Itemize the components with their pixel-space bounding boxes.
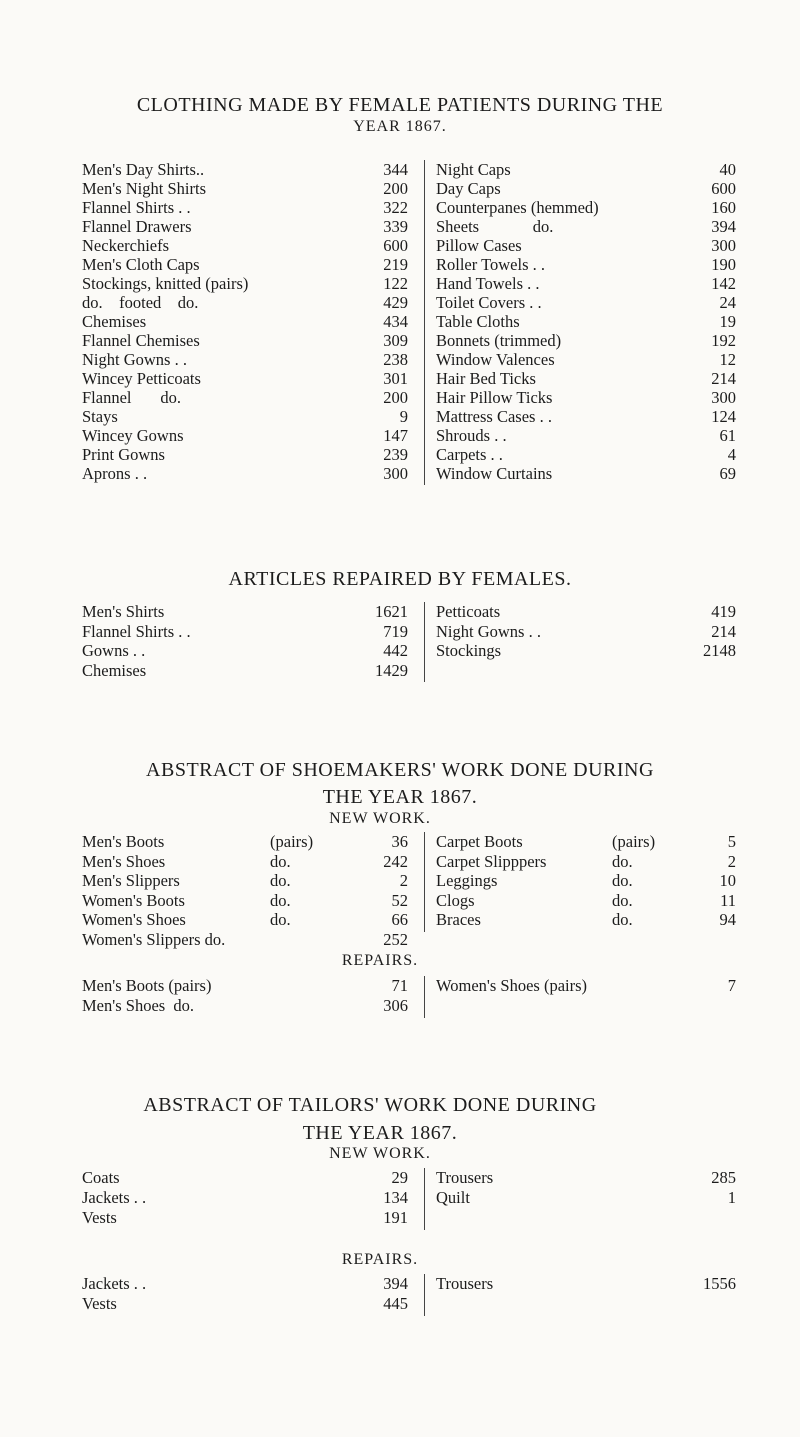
item-label: Flannel do. <box>82 388 181 407</box>
item-label: Hair Pillow Ticks <box>436 388 553 407</box>
item-label: Women's Shoes <box>82 910 186 929</box>
item-label: Flannel Drawers <box>82 217 192 236</box>
item-value: 147 <box>383 426 408 445</box>
item-value: 344 <box>383 160 408 179</box>
list-item <box>436 1168 736 1188</box>
column-divider <box>424 976 425 1018</box>
item-value: 191 <box>383 1208 408 1227</box>
item-value: 239 <box>383 445 408 464</box>
item-value: 242 <box>383 851 408 871</box>
item-value: 214 <box>711 621 736 641</box>
item-value: 122 <box>383 274 408 293</box>
item-label: Roller Towels . . <box>436 255 545 274</box>
item-label: Wincey Gowns <box>82 426 184 445</box>
item-value: 10 <box>719 871 736 890</box>
shoemakers-new-work-label: NEW WORK. <box>329 810 431 827</box>
list-item <box>436 445 736 464</box>
item-value: 300 <box>711 388 736 407</box>
shoemakers-title-line2: THE YEAR 1867. <box>322 786 478 808</box>
shoe-new-left-list <box>82 832 412 949</box>
clothing-left-list <box>82 160 412 483</box>
list-item <box>436 160 736 179</box>
item-value: 442 <box>383 641 408 660</box>
item-label: Sheets do. <box>436 217 554 236</box>
item-value: 36 <box>391 832 408 851</box>
item-value: 40 <box>719 160 736 179</box>
item-label: Flannel Shirts . . <box>82 621 191 641</box>
item-label: Men's Shoes do. <box>82 996 195 1015</box>
item-label: Print Gowns <box>82 445 165 464</box>
list-item <box>82 661 412 681</box>
item-value: 219 <box>383 255 408 274</box>
item-label: Table Cloths <box>436 312 520 331</box>
item-label: Flannel Chemises <box>82 331 200 350</box>
item-unit: (pairs) <box>270 832 314 851</box>
item-label: Jackets . . <box>82 1188 147 1207</box>
item-label: Pillow Cases <box>436 236 522 255</box>
list-item <box>436 407 736 426</box>
item-unit: do. <box>270 890 291 910</box>
item-label: Toilet Covers . . <box>436 293 542 312</box>
item-value: 600 <box>383 236 408 255</box>
list-item <box>82 179 412 198</box>
list-item <box>436 179 736 198</box>
list-item <box>436 976 736 996</box>
item-value: 429 <box>383 293 408 312</box>
item-label: Vests <box>82 1208 117 1227</box>
list-item <box>82 832 412 852</box>
shoemakers-repairs-label: REPAIRS. <box>341 952 419 969</box>
column-divider <box>424 160 425 485</box>
item-value: 339 <box>383 217 408 236</box>
item-label: Night Caps <box>436 160 511 179</box>
item-value: 52 <box>391 890 408 910</box>
tailors-title-line1: ABSTRACT OF TAILORS' WORK DONE DURING <box>143 1094 597 1116</box>
item-label: Men's Boots <box>82 832 165 851</box>
list-item <box>436 236 736 255</box>
item-value: 5 <box>727 832 736 851</box>
list-item <box>82 388 412 407</box>
list-item <box>436 388 736 407</box>
list-item <box>436 622 736 642</box>
item-value: 238 <box>383 350 408 369</box>
tailors-title-line2: THE YEAR 1867. <box>302 1122 458 1144</box>
item-value: 394 <box>711 217 736 236</box>
item-label: Counterpanes (hemmed) <box>436 198 599 217</box>
item-label: Men's Slippers <box>82 871 180 890</box>
clothing-title-line2: YEAR 1867. <box>353 118 447 135</box>
item-value: 434 <box>383 312 408 331</box>
item-value: 600 <box>711 179 736 198</box>
item-label: Women's Slippers do. <box>82 929 226 949</box>
item-label: Stays <box>82 407 118 426</box>
list-item <box>436 198 736 217</box>
list-item <box>82 217 412 236</box>
item-label: Coats <box>82 1168 120 1187</box>
item-label: Men's Night Shirts <box>82 179 206 198</box>
list-item <box>82 871 412 891</box>
item-value: 1556 <box>703 1274 736 1293</box>
item-unit: do. <box>612 890 633 910</box>
list-item <box>82 1294 412 1314</box>
list-item <box>436 293 736 312</box>
list-item <box>436 852 736 872</box>
item-value: 200 <box>383 388 408 407</box>
item-value: 445 <box>383 1294 408 1313</box>
item-value: 71 <box>391 976 408 995</box>
list-item <box>82 1208 412 1228</box>
item-value: 11 <box>720 890 736 910</box>
list-item <box>436 464 736 483</box>
column-divider <box>424 832 425 932</box>
item-value: 94 <box>719 910 736 929</box>
tail-new-left-list <box>82 1168 412 1228</box>
item-value: 19 <box>719 312 736 331</box>
list-item <box>82 312 412 331</box>
item-unit: do. <box>270 910 291 929</box>
list-item <box>436 369 736 388</box>
item-value: 61 <box>719 426 736 445</box>
item-value: 285 <box>711 1168 736 1187</box>
item-label: Men's Shirts <box>82 602 165 621</box>
item-label: Quilt <box>436 1188 470 1207</box>
list-item <box>82 1168 412 1188</box>
item-label: Carpet Slipppers <box>436 851 547 871</box>
column-divider <box>424 602 425 682</box>
item-label: Leggings <box>436 871 498 890</box>
item-unit: (pairs) <box>612 832 656 851</box>
shoe-rep-left-list <box>82 976 412 1016</box>
item-value: 2 <box>727 851 736 871</box>
item-unit: do. <box>270 871 291 890</box>
list-item <box>82 198 412 217</box>
list-item <box>436 312 736 331</box>
list-item <box>82 1188 412 1208</box>
item-label: Mattress Cases . . <box>436 407 552 426</box>
item-label: Petticoats <box>436 602 501 621</box>
item-label: Flannel Shirts . . <box>82 198 191 217</box>
list-item <box>82 274 412 293</box>
list-item <box>436 891 736 911</box>
item-label: Stockings <box>436 641 502 660</box>
list-item <box>436 426 736 445</box>
item-value: 300 <box>711 236 736 255</box>
item-value: 24 <box>719 293 736 312</box>
repaired-left-list <box>82 602 412 680</box>
item-value: 322 <box>383 198 408 217</box>
item-unit: do. <box>612 871 633 890</box>
tail-new-right-list <box>436 1168 736 1208</box>
list-item <box>436 832 736 852</box>
item-value: 2 <box>399 871 408 890</box>
item-value: 2148 <box>703 641 736 660</box>
item-value: 214 <box>711 369 736 388</box>
item-value: 1429 <box>375 660 408 680</box>
item-label: Day Caps <box>436 179 501 198</box>
list-item <box>82 910 412 930</box>
item-label: Trousers <box>436 1168 494 1187</box>
column-divider <box>424 1274 425 1316</box>
item-value: 160 <box>711 198 736 217</box>
item-label: Trousers <box>436 1274 494 1293</box>
list-item <box>82 445 412 464</box>
list-item <box>82 996 412 1016</box>
repaired-title: ARTICLES REPAIRED BY FEMALES. <box>228 568 572 590</box>
item-label: Men's Shoes <box>82 851 166 871</box>
item-value: 192 <box>711 331 736 350</box>
item-label: Wincey Petticoats <box>82 369 201 388</box>
item-label: Jackets . . <box>82 1274 147 1293</box>
list-item <box>82 602 412 622</box>
item-label: Vests <box>82 1294 117 1313</box>
item-value: 1 <box>727 1188 736 1207</box>
item-label: Carpets . . <box>436 445 503 464</box>
item-label: Braces <box>436 910 481 929</box>
item-label: Women's Shoes (pairs) <box>436 976 588 995</box>
item-label: Hair Bed Ticks <box>436 369 536 388</box>
tailors-new-work-label: NEW WORK. <box>329 1145 431 1162</box>
column-divider <box>424 1168 425 1230</box>
list-item <box>436 350 736 369</box>
item-label: Neckerchiefs <box>82 236 170 255</box>
shoe-new-right-list <box>436 832 736 930</box>
item-label: Men's Boots (pairs) <box>82 976 212 995</box>
list-item <box>82 891 412 911</box>
list-item <box>82 641 412 661</box>
item-label: Shrouds . . <box>436 426 507 445</box>
item-value: 7 <box>727 976 736 995</box>
item-label: Women's Boots <box>82 890 185 910</box>
item-unit: do. <box>270 851 291 871</box>
item-label: Men's Day Shirts.. <box>82 160 205 179</box>
item-value: 1621 <box>375 602 408 621</box>
list-item <box>82 160 412 179</box>
tail-rep-right-list <box>436 1274 736 1294</box>
list-item <box>82 426 412 445</box>
item-value: 134 <box>383 1188 408 1207</box>
list-item <box>436 641 736 661</box>
list-item <box>436 255 736 274</box>
item-value: 252 <box>383 929 408 949</box>
clothing-title-line1: CLOTHING MADE BY FEMALE PATIENTS DURING THE <box>136 94 664 116</box>
item-value: 4 <box>727 445 736 464</box>
item-label: Chemises <box>82 312 147 331</box>
list-item <box>436 1274 736 1294</box>
item-value: 9 <box>399 407 408 426</box>
item-value: 142 <box>711 274 736 293</box>
tailors-repairs-label: REPAIRS. <box>341 1251 419 1268</box>
item-label: Night Gowns . . <box>82 350 187 369</box>
list-item <box>436 217 736 236</box>
list-item <box>436 602 736 622</box>
item-label: Hand Towels . . <box>436 274 540 293</box>
shoemakers-title-line1: ABSTRACT OF SHOEMAKERS' WORK DONE DURING <box>146 759 654 781</box>
list-item <box>436 871 736 891</box>
list-item <box>82 236 412 255</box>
list-item <box>82 331 412 350</box>
list-item <box>82 407 412 426</box>
item-label: Clogs <box>436 890 475 910</box>
item-value: 300 <box>383 464 408 483</box>
list-item <box>436 910 736 930</box>
list-item <box>82 350 412 369</box>
clothing-right-list <box>436 160 736 483</box>
item-label: Men's Cloth Caps <box>82 255 200 274</box>
item-label: Night Gowns . . <box>436 621 541 641</box>
list-item <box>82 464 412 483</box>
item-value: 719 <box>383 621 408 641</box>
item-value: 190 <box>711 255 736 274</box>
item-value: 309 <box>383 331 408 350</box>
list-item <box>436 274 736 293</box>
list-item <box>82 255 412 274</box>
item-value: 66 <box>391 910 408 929</box>
item-label: Window Valences <box>436 350 555 369</box>
item-unit: do. <box>612 910 633 929</box>
item-unit: do. <box>612 851 633 871</box>
item-label: Stockings, knitted (pairs) <box>82 274 249 293</box>
item-value: 124 <box>711 407 736 426</box>
list-item <box>82 1274 412 1294</box>
repaired-right-list <box>436 602 736 661</box>
item-value: 69 <box>719 464 736 483</box>
list-item <box>82 930 412 950</box>
item-label: Gowns . . <box>82 641 146 660</box>
item-label: Window Curtains <box>436 464 553 483</box>
list-item <box>82 976 412 996</box>
item-value: 12 <box>719 350 736 369</box>
item-value: 200 <box>383 179 408 198</box>
tail-rep-left-list <box>82 1274 412 1314</box>
item-label: Carpet Boots <box>436 832 523 851</box>
list-item <box>82 852 412 872</box>
list-item <box>82 369 412 388</box>
list-item <box>82 622 412 642</box>
item-label: Chemises <box>82 660 147 680</box>
list-item <box>436 331 736 350</box>
list-item <box>82 293 412 312</box>
item-label: Bonnets (trimmed) <box>436 331 562 350</box>
item-value: 306 <box>383 996 408 1015</box>
item-value: 394 <box>383 1274 408 1293</box>
list-item <box>436 1188 736 1208</box>
item-value: 301 <box>383 369 408 388</box>
item-value: 419 <box>711 602 736 621</box>
item-label: Aprons . . <box>82 464 148 483</box>
item-label: do. footed do. <box>82 293 199 312</box>
shoe-rep-right-list <box>436 976 736 996</box>
item-value: 29 <box>391 1168 408 1187</box>
